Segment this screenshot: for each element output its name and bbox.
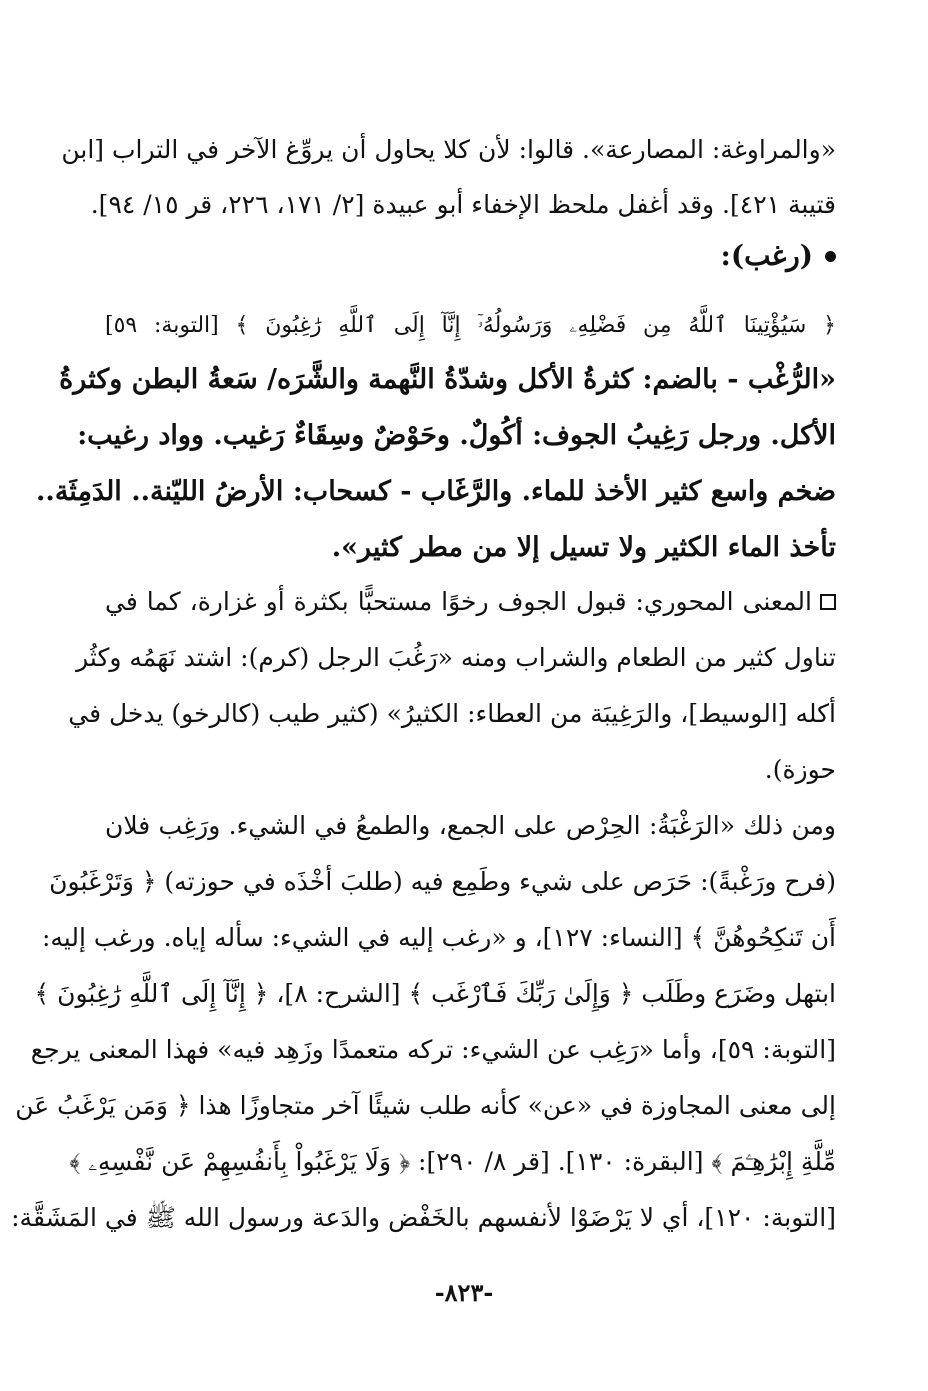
usage-line-2: (فرح ورَغْبةً): حَرَص على شيء وطَمِع فيه (طلبَ أخْذَه في حوزته) ﴿ وَتَرْغَبُونَ [49,867,836,896]
usage-line-8: [التوبة: ١٢٠]، أي لا يَرْضَوْا لأنفسهم بالخَفْض والدَعة ورسول الله ﷺ في المَشَقَّة: [11,1203,836,1232]
definition-line-4: تأخذ الماء الكثير ولا تسيل إلا من مطر كثير». [331,532,836,563]
bullet-icon [825,251,836,262]
usage-line-4: ابتهل وضَرَع وطَلَب ﴿ وَإِلَىٰ رَبِّكَ فَٱرْغَب ﴾ [الشرح: ٨]، ﴿ إِنَّآ إِلَى ٱللَّهِ رَٰغِبُونَ ﴾ [34,979,836,1008]
definition-line-2: الأكل. ورجل رَغِيبُ الجوف: أكُولٌ. وحَوْضٌ وسِقَاءٌ رَغيب. وواد رغيب: [77,420,836,451]
core-meaning-line-4: حوزة). [764,755,836,784]
square-box-icon [820,594,836,610]
core-meaning-line-2: تناول كثير من الطعام والشراب ومنه «رَغُبَ الرجل (كرم): اشتد نَهَمُه وكثُر [76,643,836,672]
usage-line-6: إلى معنى المجاوزة في «عن» كأنه طلب شيئًا آخر متجاوزًا هذا ﴿ وَمَن يَرْغَبُ عَن [15,1091,836,1120]
page-number: -٨٢٣- [434,1278,494,1307]
usage-line-7: مِّلَّةِ إِبْرَٰهِـۧمَ ﴾ [البقرة: ١٣٠]. [قر ٨/ ٢٩٠]: ﴿ وَلَا يَرْغَبُواْ بِأَنفُسِهِمْ عَن نَّفْسِهِۦ ﴾ [69,1147,836,1176]
definition-line-3: ضخم واسع كثير الأخذ للماء. والرَّغَاب - كسحاب: الأرضُ الليّنة.. الدَمِثَة.. [36,476,836,507]
core-meaning-line-3: أكله [الوسيط]، والرَغِيبَة من العطاء: الكثيرُ» (كثير طيب (كالرخو) يدخل في [68,699,836,728]
usage-line-3: أَن تَنكِحُوهُنَّ ﴾ [النساء: ١٢٧]، و «رغب إليه في الشيء: سأله إياه. ورغب إليه: [41,923,836,952]
quran-verse: ﴿ سَيُؤْتِينَا ٱللَّهُ مِن فَضْلِهِۦ وَرَسُولُهُۥٓ إِنَّآ إِلَى ٱللَّهِ رَٰغِبُونَ ﴾ [التوبة: ٥٩] [105,313,836,338]
definition-line-1: «الرُّغْب - بالضم: كثرةُ الأكل وشدّةُ النَّهمة والشَّرَه/ سَعةُ البطن وكثرةُ [59,364,836,395]
intro-line-2: قتيبة ٤٢١]. وقد أغفل ملحظ الإخفاء أبو عبيدة [٢/ ١٧١، ٢٢٦، قر ١٥/ ٩٤]. [90,190,836,219]
usage-line-1: ومن ذلك «الرَغْبَةُ: الحِرْص على الجمع، والطمعُ في الشيء. ورَغِب فلان [105,811,836,840]
usage-line-5: [التوبة: ٥٩]، وأما «رَغِب عن الشيء: تركه متعمدًا وزَهِد فيه» فهذا المعنى يرجع [30,1035,836,1064]
core-meaning-text-1: المعنى المحوري: قبول الجوف رخوًا مستحبًّا بكثرة أو غزارة، كما في [105,587,812,616]
entry-heading-text: (رغب): [720,239,813,272]
core-meaning-line-1 [105,582,836,622]
intro-line-1: «والمراوغة: المصارعة». قالوا: لأن كلا يحاول أن يروِّغ الآخر في التراب [ابن [61,135,836,164]
entry-heading [721,234,837,278]
